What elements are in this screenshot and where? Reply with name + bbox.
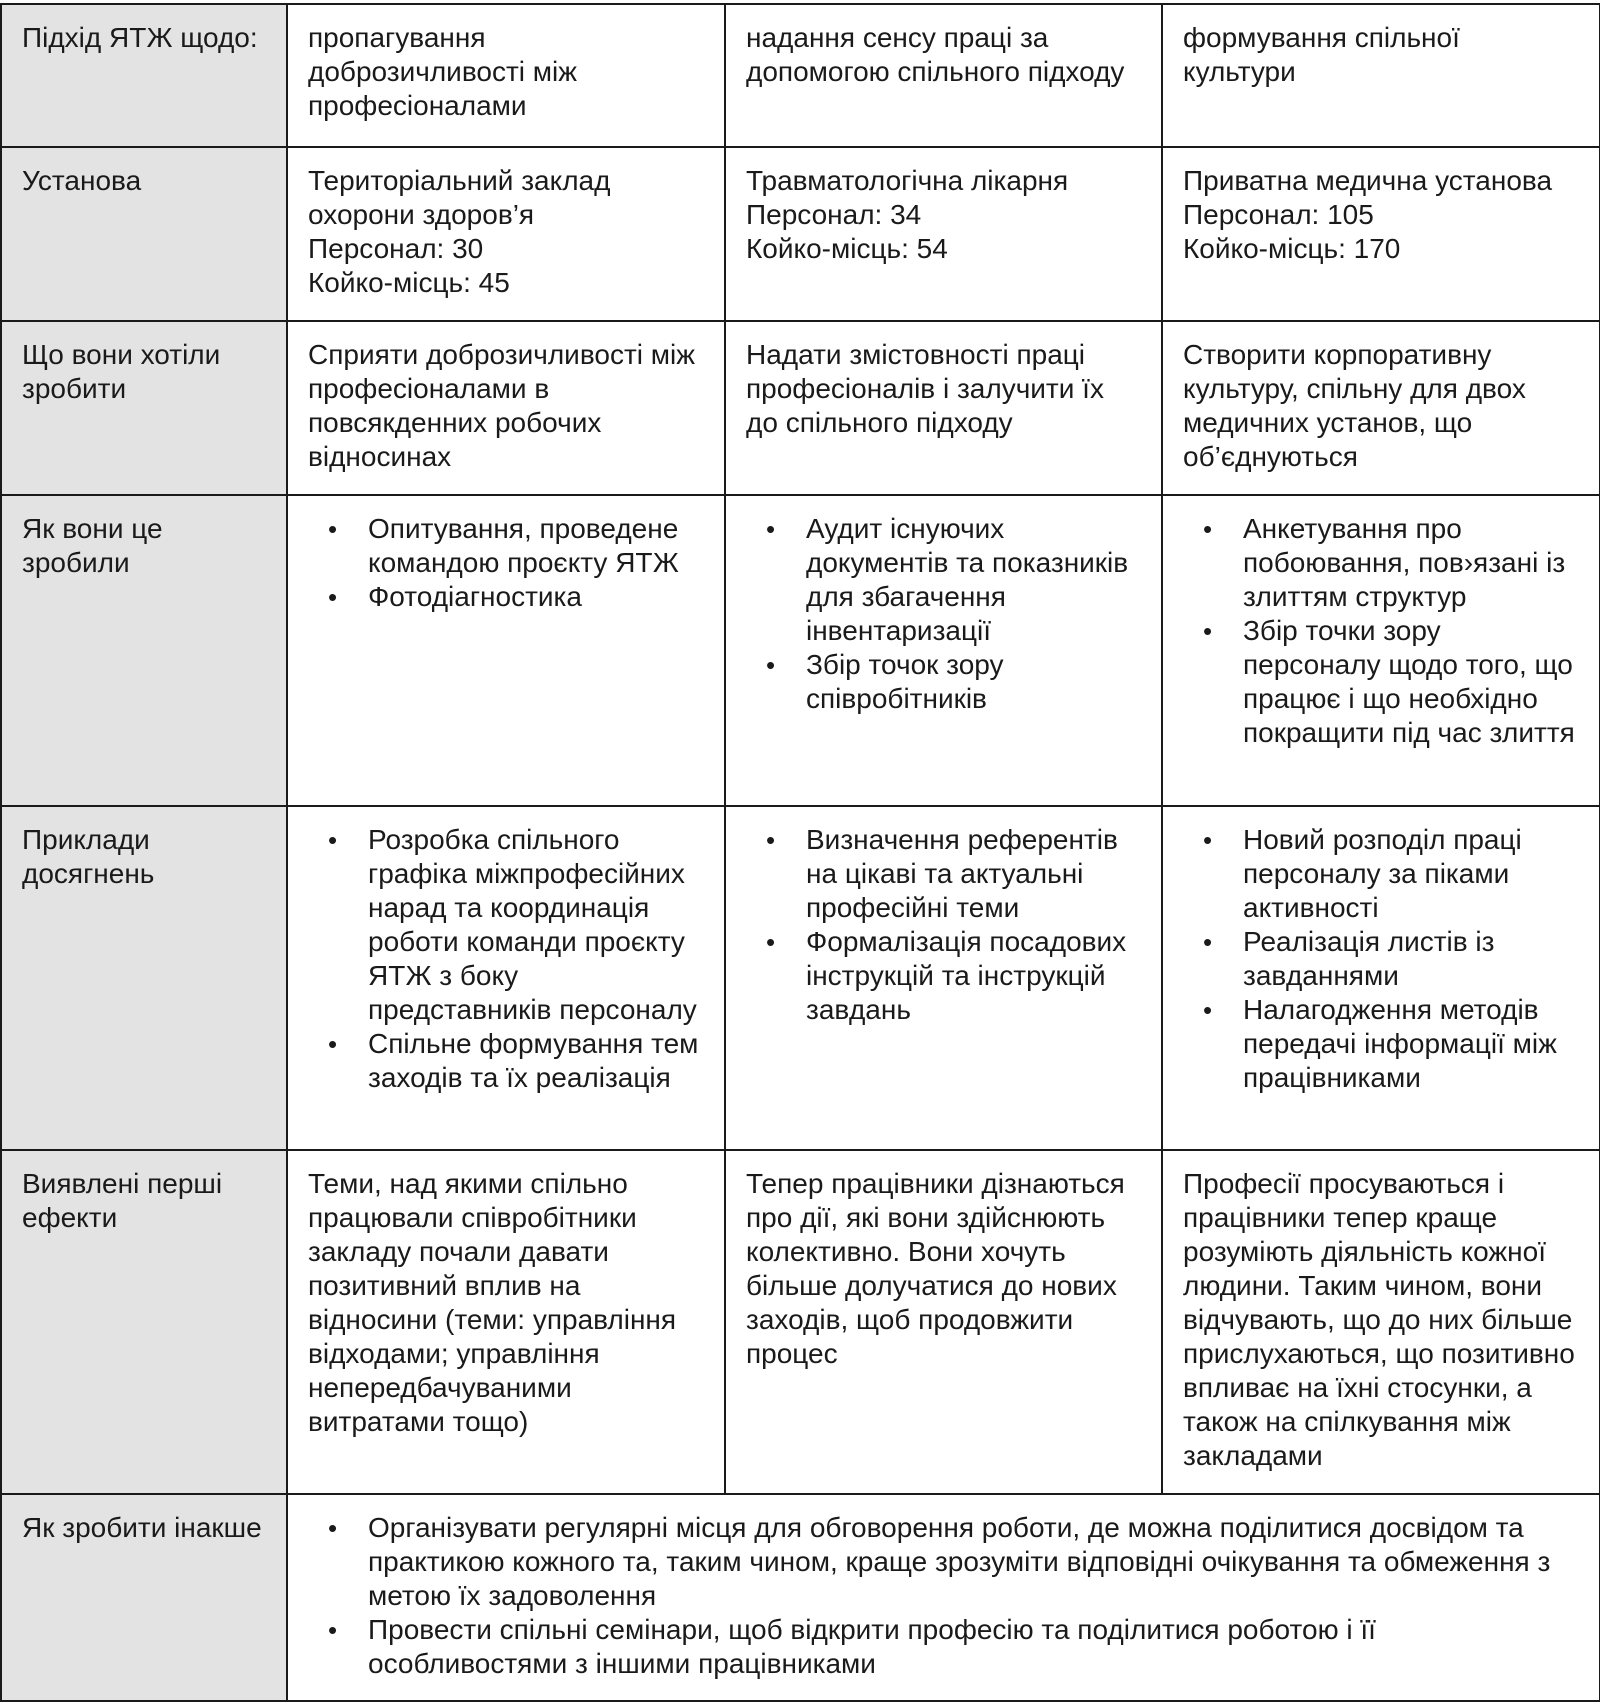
header-row bbox=[1, 4, 1600, 147]
how-list bbox=[326, 512, 706, 614]
list-item: • Збір точки зору персоналу щодо того, що працює і що необхідно покращити під час злиття bbox=[1201, 614, 1581, 750]
achievements-list bbox=[326, 823, 706, 1095]
list-item: • Спільне формування тем заходів та їх реалізація bbox=[326, 1027, 706, 1095]
list-item: • Налагодження методів передачі інформації між працівниками bbox=[1201, 993, 1581, 1095]
list-item: • Аудит існуючих документів та показників для збагачення інвентаризації bbox=[764, 512, 1143, 648]
list-item: • Реалізація листів із завданнями bbox=[1201, 925, 1581, 993]
institution-staff: Персонал: 105 bbox=[1183, 199, 1374, 230]
institution-name: Територіальний заклад охорони здоров’я bbox=[308, 165, 611, 230]
institution-beds: Койко-місць: 54 bbox=[746, 233, 948, 264]
differently-content bbox=[287, 1494, 1600, 1701]
institution-row bbox=[1, 147, 1600, 321]
institution-beds: Койко-місць: 45 bbox=[308, 267, 510, 298]
institution-name: Приватна медична установа bbox=[1183, 165, 1553, 196]
list-item: • Анкетування про побоювання, пов›язані із злиттям структур bbox=[1201, 512, 1581, 614]
institution-col-3 bbox=[1162, 147, 1600, 321]
institution-label: Установа bbox=[1, 147, 287, 321]
list-item: • Формалізація посадових інструкцій та інструкцій завдань bbox=[764, 925, 1143, 1027]
achievements-col-2 bbox=[725, 806, 1162, 1150]
goal-col-1: Сприяти доброзичливості між професіоналами в повсякденних робочих відносинах bbox=[287, 321, 725, 495]
institution-staff: Персонал: 30 bbox=[308, 233, 484, 264]
differently-row bbox=[1, 1494, 1600, 1701]
header-col-2: надання сенсу праці за допомогою спільного підходу bbox=[725, 4, 1162, 147]
achievements-row bbox=[1, 806, 1600, 1150]
how-label: Як вони це зробили bbox=[1, 495, 287, 806]
list-item: • Фотодіагностика bbox=[326, 580, 706, 614]
achievements-col-3 bbox=[1162, 806, 1600, 1150]
how-col-1 bbox=[287, 495, 725, 806]
how-row bbox=[1, 495, 1600, 806]
list-item: • Опитування, проведене командою проєкту ЯТЖ bbox=[326, 512, 706, 580]
list-item: • Збір точок зору співробітників bbox=[764, 648, 1143, 716]
goal-col-3: Створити корпоративну культуру, спільну для двох медичних установ, що об’єднуються bbox=[1162, 321, 1600, 495]
effects-col-3: Професії просуваються і працівники тепер краще розуміють діяльність кожної людини. Таким чином, вони відчувають, що до них більше прислухаються, що позитивно впливає на їхні стосунки, а також на спілкування між закладами bbox=[1162, 1150, 1600, 1494]
achievements-col-1 bbox=[287, 806, 725, 1150]
list-item: • Провести спільні семінари, щоб відкрити професію та поділитися роботою і її особливостями з іншими працівниками bbox=[326, 1613, 1581, 1681]
institution-col-2 bbox=[725, 147, 1162, 321]
goal-row bbox=[1, 321, 1600, 495]
effects-label: Виявлені перші ефекти bbox=[1, 1150, 287, 1494]
how-col-3 bbox=[1162, 495, 1600, 806]
goal-col-2: Надати змістовності праці професіоналів і залучити їх до спільного підходу bbox=[725, 321, 1162, 495]
effects-col-1: Теми, над якими спільно працювали співробітники закладу почали давати позитивний вплив на відносини (теми: управління відходами; управління непередбачуваними витратами тощо) bbox=[287, 1150, 725, 1494]
list-item: • Визначення референтів на цікаві та актуальні професійні теми bbox=[764, 823, 1143, 925]
achievements-list bbox=[1201, 823, 1581, 1095]
list-item: • Розробка спільного графіка міжпрофесійних нарад та координація роботи команди проєкту ЯТЖ з боку представників персоналу bbox=[326, 823, 706, 1027]
achievements-label: Приклади досягнень bbox=[1, 806, 287, 1150]
how-list bbox=[1201, 512, 1581, 750]
differently-label: Як зробити інакше bbox=[1, 1494, 287, 1701]
how-col-2 bbox=[725, 495, 1162, 806]
header-col-1: пропагування доброзичливості між професіоналами bbox=[287, 4, 725, 147]
institution-staff: Персонал: 34 bbox=[746, 199, 922, 230]
list-item: • Новий розподіл праці персоналу за піками активності bbox=[1201, 823, 1581, 925]
institution-col-1 bbox=[287, 147, 725, 321]
comparison-table bbox=[0, 3, 1600, 1702]
how-list bbox=[764, 512, 1143, 716]
list-item: • Організувати регулярні місця для обговорення роботи, де можна поділитися досвідом та практикою кожного та, таким чином, краще зрозуміти відповідні очікування та обмеження з метою їх задоволення bbox=[326, 1511, 1581, 1613]
goal-label: Що вони хотіли зробити bbox=[1, 321, 287, 495]
institution-name: Травматологічна лікарня bbox=[746, 165, 1069, 196]
achievements-list bbox=[764, 823, 1143, 1027]
effects-col-2: Тепер працівники дізнаються про дії, які вони здійснюють колективно. Вони хочуть більше долучатися до нових заходів, щоб продовжити процес bbox=[725, 1150, 1162, 1494]
effects-row bbox=[1, 1150, 1600, 1494]
header-col-3: формування спільної культури bbox=[1162, 4, 1600, 147]
institution-beds: Койко-місць: 170 bbox=[1183, 233, 1401, 264]
header-label: Підхід ЯТЖ щодо: bbox=[1, 4, 287, 147]
differently-list bbox=[326, 1511, 1581, 1681]
